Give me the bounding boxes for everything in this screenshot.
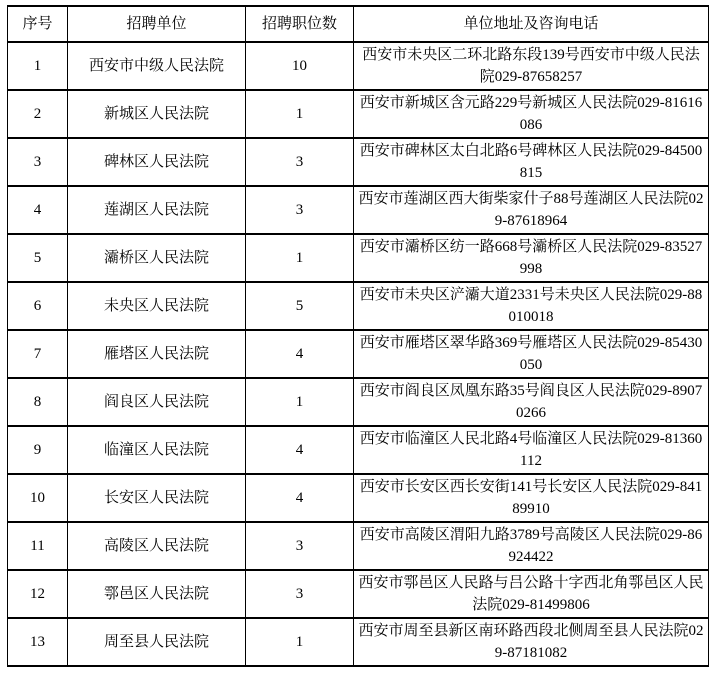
cell-serial-number: 10 (8, 474, 68, 522)
cell-address-phone: 西安市鄠邑区人民路与吕公路十字西北角鄠邑区人民法院029-81499806 (354, 570, 709, 618)
cell-position-count: 3 (246, 186, 354, 234)
table-row (8, 618, 709, 666)
cell-recruiting-unit: 周至县人民法院 (68, 618, 246, 666)
col-header-address-phone: 单位地址及咨询电话 (354, 6, 709, 42)
cell-position-count: 3 (246, 570, 354, 618)
cell-position-count: 3 (246, 138, 354, 186)
table-row (8, 330, 709, 378)
col-header-recruiting-unit: 招聘单位 (68, 6, 246, 42)
cell-recruiting-unit: 鄠邑区人民法院 (68, 570, 246, 618)
table-row (8, 186, 709, 234)
cell-recruiting-unit: 灞桥区人民法院 (68, 234, 246, 282)
cell-serial-number: 5 (8, 234, 68, 282)
cell-serial-number: 12 (8, 570, 68, 618)
cell-serial-number: 3 (8, 138, 68, 186)
recruitment-table (7, 5, 709, 667)
table-row (8, 426, 709, 474)
cell-address-phone: 西安市阎良区凤凰东路35号阎良区人民法院029-89070266 (354, 378, 709, 426)
table-row (8, 474, 709, 522)
cell-address-phone: 西安市雁塔区翠华路369号雁塔区人民法院029-85430050 (354, 330, 709, 378)
cell-serial-number: 2 (8, 90, 68, 138)
cell-position-count: 4 (246, 330, 354, 378)
cell-address-phone: 西安市高陵区渭阳九路3789号高陵区人民法院029-86924422 (354, 522, 709, 570)
cell-recruiting-unit: 高陵区人民法院 (68, 522, 246, 570)
col-header-position-count: 招聘职位数 (246, 6, 354, 42)
table-row (8, 570, 709, 618)
table-row (8, 138, 709, 186)
cell-recruiting-unit: 临潼区人民法院 (68, 426, 246, 474)
cell-position-count: 1 (246, 234, 354, 282)
cell-recruiting-unit: 莲湖区人民法院 (68, 186, 246, 234)
header-row (8, 6, 709, 42)
table-body (8, 42, 709, 666)
cell-recruiting-unit: 西安市中级人民法院 (68, 42, 246, 90)
cell-serial-number: 13 (8, 618, 68, 666)
cell-serial-number: 8 (8, 378, 68, 426)
cell-position-count: 4 (246, 474, 354, 522)
cell-address-phone: 西安市长安区西长安街141号长安区人民法院029-84189910 (354, 474, 709, 522)
cell-address-phone: 西安市灞桥区纺一路668号灞桥区人民法院029-83527998 (354, 234, 709, 282)
table-row (8, 378, 709, 426)
cell-position-count: 5 (246, 282, 354, 330)
cell-recruiting-unit: 阎良区人民法院 (68, 378, 246, 426)
cell-address-phone: 西安市未央区浐灞大道2331号未央区人民法院029-88010018 (354, 282, 709, 330)
cell-position-count: 1 (246, 378, 354, 426)
cell-position-count: 10 (246, 42, 354, 90)
cell-address-phone: 西安市碑林区太白北路6号碑林区人民法院029-84500815 (354, 138, 709, 186)
table-row (8, 42, 709, 90)
cell-serial-number: 1 (8, 42, 68, 90)
cell-address-phone: 西安市周至县新区南环路西段北侧周至县人民法院029-87181082 (354, 618, 709, 666)
col-header-serial-number: 序号 (8, 6, 68, 42)
table-row (8, 90, 709, 138)
cell-position-count: 1 (246, 618, 354, 666)
table-header (8, 6, 709, 42)
cell-serial-number: 6 (8, 282, 68, 330)
cell-recruiting-unit: 新城区人民法院 (68, 90, 246, 138)
cell-recruiting-unit: 碑林区人民法院 (68, 138, 246, 186)
table-row (8, 522, 709, 570)
cell-position-count: 4 (246, 426, 354, 474)
cell-serial-number: 7 (8, 330, 68, 378)
cell-serial-number: 4 (8, 186, 68, 234)
cell-address-phone: 西安市未央区二环北路东段139号西安市中级人民法院029-87658257 (354, 42, 709, 90)
cell-position-count: 3 (246, 522, 354, 570)
cell-recruiting-unit: 长安区人民法院 (68, 474, 246, 522)
cell-serial-number: 9 (8, 426, 68, 474)
cell-recruiting-unit: 雁塔区人民法院 (68, 330, 246, 378)
table-row (8, 282, 709, 330)
cell-recruiting-unit: 未央区人民法院 (68, 282, 246, 330)
cell-address-phone: 西安市临潼区人民北路4号临潼区人民法院029-81360112 (354, 426, 709, 474)
cell-address-phone: 西安市莲湖区西大街柴家什子88号莲湖区人民法院029-87618964 (354, 186, 709, 234)
cell-position-count: 1 (246, 90, 354, 138)
cell-serial-number: 11 (8, 522, 68, 570)
cell-address-phone: 西安市新城区含元路229号新城区人民法院029-81616086 (354, 90, 709, 138)
table-row (8, 234, 709, 282)
